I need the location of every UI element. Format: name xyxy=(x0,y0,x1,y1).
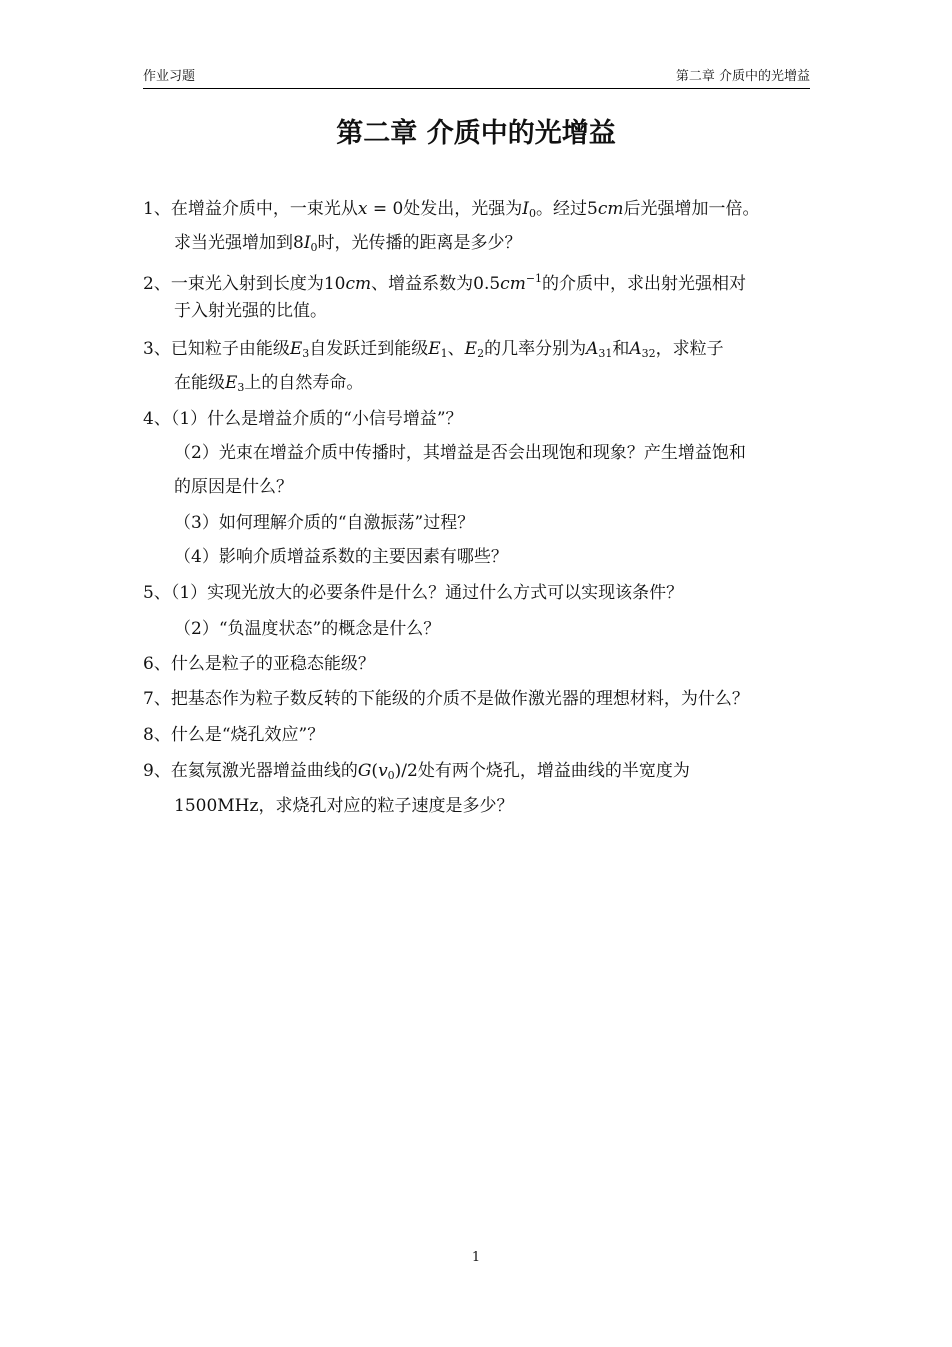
math-var: G xyxy=(357,761,372,781)
text: ( xyxy=(371,761,379,781)
page-title: 第二章 介质中的光增益 xyxy=(336,118,616,149)
question-number: 5、 xyxy=(143,583,171,603)
text: 、增益系数为0.5 xyxy=(371,274,501,294)
math-var: A xyxy=(586,339,599,359)
math-var: A xyxy=(629,339,642,359)
text: )/2处有两个烧孔，增益曲线的半宽度为 xyxy=(394,761,690,781)
text: 求当光强增加到8 xyxy=(174,233,304,253)
text: （1）什么是增益介质的“小信号增益”？ xyxy=(170,409,463,429)
math-var: cm xyxy=(597,199,624,219)
subscript: 31 xyxy=(598,347,613,360)
math-var: E xyxy=(428,339,441,359)
question-5-part-2: （2）“负温度状态”的概念是什么？ xyxy=(174,619,441,639)
question-5-line-1 xyxy=(143,582,813,604)
math-var: v xyxy=(378,761,388,781)
text: 上的自然寿命。 xyxy=(244,373,364,393)
question-number: 2、 xyxy=(143,274,171,294)
subscript: 0 xyxy=(529,207,537,220)
text: 的介质中，求出射光强相对 xyxy=(542,274,747,294)
math-var: x xyxy=(357,199,368,219)
math-var: I xyxy=(303,233,311,253)
question-4-part-2-line-1: （2）光束在增益介质中传播时，其增益是否会出现饱和现象？产生增益饱和 xyxy=(174,443,746,463)
text: 在能级 xyxy=(174,373,225,393)
question-number: 4、 xyxy=(143,409,171,429)
math-var: cm xyxy=(500,274,526,294)
question-1-line-2 xyxy=(174,232,814,259)
page-number: 1 xyxy=(471,1250,481,1265)
math-var: E xyxy=(464,339,478,359)
superscript: −1 xyxy=(525,272,543,285)
subscript: 2 xyxy=(477,347,485,360)
question-number: 3、 xyxy=(143,339,171,359)
text: 在氦氖激光器增益曲线的 xyxy=(170,761,358,781)
subscript: 1 xyxy=(440,347,448,360)
question-4-line-1 xyxy=(143,408,813,430)
text: 的几率分别为 xyxy=(484,339,587,359)
subscript: 3 xyxy=(302,347,310,360)
text: 已知粒子由能级 xyxy=(170,339,290,359)
page-header xyxy=(143,68,810,89)
question-6: 6、什么是粒子的亚稳态能级？ xyxy=(143,654,375,674)
question-8: 8、什么是“烧孔效应”？ xyxy=(143,725,325,745)
text: 时，光传播的距离是多少？ xyxy=(317,233,522,253)
text: = 0处发出，光强为 xyxy=(367,199,523,219)
text: 。经过5 xyxy=(536,199,598,219)
text: ，求粒子 xyxy=(655,339,724,359)
question-9-line-2: 1500MHz，求烧孔对应的粒子速度是多少？ xyxy=(174,796,514,816)
question-1-line-1 xyxy=(143,198,813,225)
question-4-part-4: （4）影响介质增益系数的主要因素有哪些？ xyxy=(174,547,508,567)
question-2-line-1 xyxy=(143,268,813,295)
math-var: cm xyxy=(345,274,372,294)
math-var: E xyxy=(225,373,238,393)
text: 在增益介质中，一束光从 xyxy=(170,199,358,219)
text: 一束光入射到长度为10 xyxy=(170,274,346,294)
text: 和 xyxy=(612,339,630,359)
question-4-part-2-line-2: 的原因是什么？ xyxy=(174,477,293,497)
subscript: 0 xyxy=(310,241,318,254)
math-var: E xyxy=(289,339,303,359)
header-right: 第二章 介质中的光增益 xyxy=(675,69,810,84)
question-7: 7、把基态作为粒子数反转的下能级的介质不是做作激光器的理想材料，为什么？ xyxy=(143,689,749,709)
text: 后光强增加一倍。 xyxy=(623,199,760,219)
question-number: 1、 xyxy=(143,199,171,219)
subscript: 32 xyxy=(641,347,656,360)
question-3-line-2 xyxy=(174,372,814,399)
question-number: 9、 xyxy=(143,761,171,781)
subscript: 3 xyxy=(237,381,245,394)
question-3-line-1 xyxy=(143,338,813,365)
subscript: 0 xyxy=(387,769,395,782)
text: 自发跃迁到能级 xyxy=(309,339,429,359)
header-left: 作业习题 xyxy=(143,69,196,84)
text: 、 xyxy=(447,339,465,359)
question-4-part-3: （3）如何理解介质的“自激振荡”过程？ xyxy=(174,513,475,533)
question-2-line-2: 于入射光强的比值。 xyxy=(174,301,327,321)
math-var: I xyxy=(522,199,530,219)
question-9-line-1 xyxy=(143,760,813,787)
text: （1）实现光放大的必要条件是什么？通过什么方式可以实现该条件？ xyxy=(170,583,684,603)
